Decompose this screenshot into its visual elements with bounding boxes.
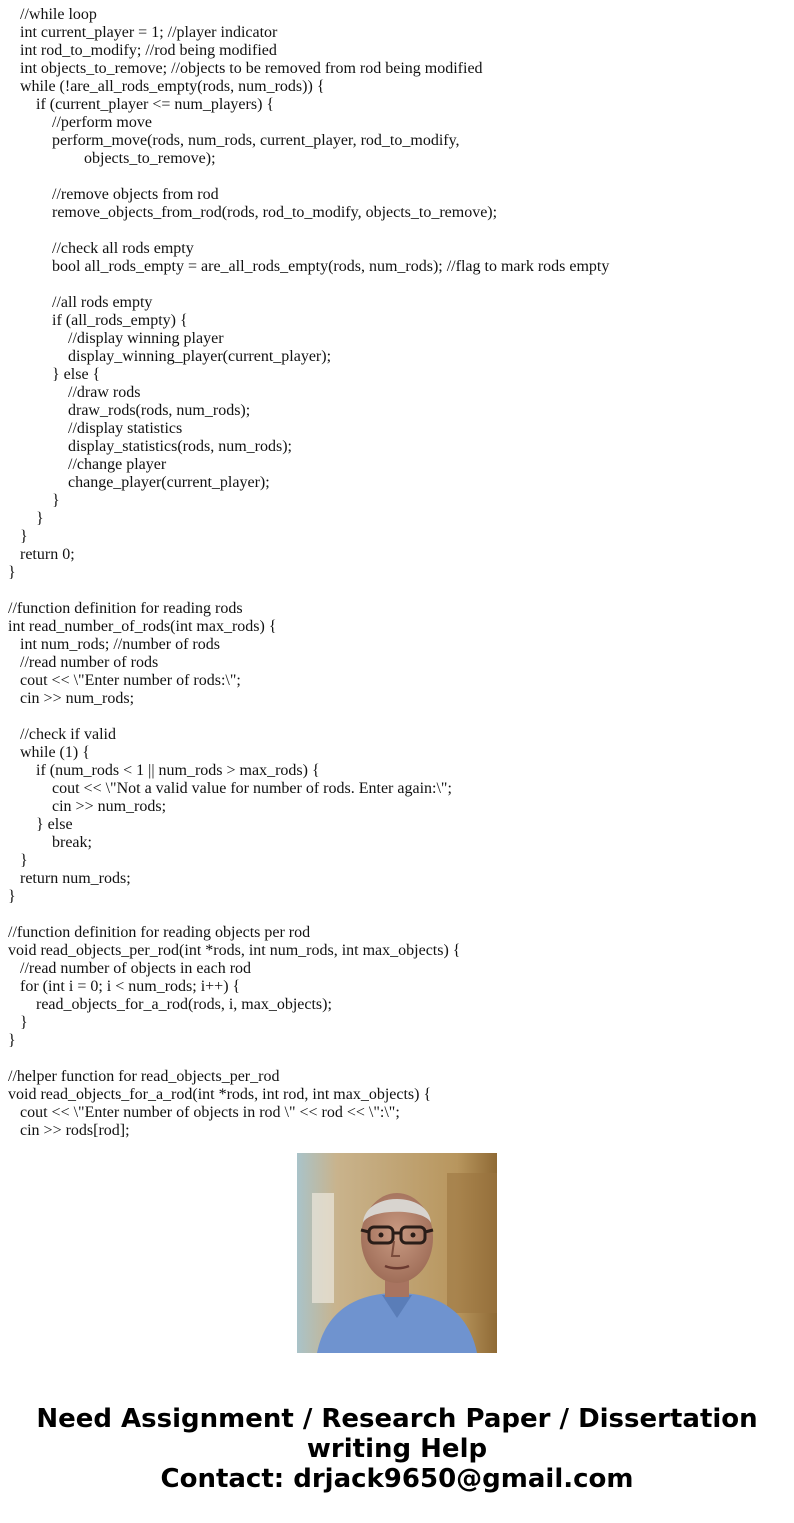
code-listing xyxy=(8,6,788,1139)
code-line: //read number of rods xyxy=(8,654,159,671)
code-line: } xyxy=(8,1014,28,1031)
code-line: //check all rods empty xyxy=(8,240,194,257)
code-line xyxy=(8,222,788,240)
code-line: //helper function for read_objects_per_rod xyxy=(8,1068,280,1085)
code-line xyxy=(8,1050,788,1068)
code-line xyxy=(8,708,788,726)
code-line: int objects_to_remove; //objects to be removed from rod being modified xyxy=(8,60,483,77)
author-portrait-image xyxy=(297,1153,497,1353)
code-line: //remove objects from rod xyxy=(8,186,219,203)
code-line: } xyxy=(8,1032,16,1049)
code-line xyxy=(8,906,788,924)
code-line: //draw rods xyxy=(8,384,141,401)
code-line: cin >> num_rods; xyxy=(8,798,167,815)
code-line: cin >> rods[rod]; xyxy=(8,1122,130,1139)
author-avatar xyxy=(297,1153,497,1353)
code-line: //display winning player xyxy=(8,330,224,347)
code-line: if (current_player <= num_players) { xyxy=(8,96,275,113)
code-line: while (1) { xyxy=(8,744,90,761)
code-line: //check if valid xyxy=(8,726,116,743)
code-line: } xyxy=(8,564,16,581)
code-line: int num_rods; //number of rods xyxy=(8,636,220,653)
code-line: void read_objects_per_rod(int *rods, int num_rods, int max_objects) { xyxy=(8,942,461,959)
code-line: bool all_rods_empty = are_all_rods_empty(rods, num_rods); //flag to mark rods empty xyxy=(8,258,610,275)
code-line xyxy=(8,276,788,294)
code-line: //all rods empty xyxy=(8,294,153,311)
code-line: display_statistics(rods, num_rods); xyxy=(8,438,292,455)
code-line: } xyxy=(8,492,60,509)
code-line: read_objects_for_a_rod(rods, i, max_objects); xyxy=(8,996,332,1013)
banner-line-1: Need Assignment / Research Paper / Dissertation xyxy=(36,1404,758,1434)
code-line: return num_rods; xyxy=(8,870,131,887)
code-line: draw_rods(rods, num_rods); xyxy=(8,402,251,419)
code-line: cout << \"Enter number of rods:\"; xyxy=(8,672,241,689)
code-line: } xyxy=(8,852,28,869)
code-line: for (int i = 0; i < num_rods; i++) { xyxy=(8,978,241,995)
code-line: if (all_rods_empty) { xyxy=(8,312,188,329)
code-line: cout << \"Enter number of objects in rod \" << rod << \":\"; xyxy=(8,1104,400,1121)
code-line: return 0; xyxy=(8,546,75,563)
code-line: change_player(current_player); xyxy=(8,474,270,491)
code-line: int current_player = 1; //player indicator xyxy=(8,24,278,41)
contact-banner xyxy=(0,1404,794,1494)
code-line: int read_number_of_rods(int max_rods) { xyxy=(8,618,277,635)
code-line: } else xyxy=(8,816,73,833)
code-line xyxy=(8,168,788,186)
code-line: objects_to_remove); xyxy=(8,150,216,167)
code-line: } else { xyxy=(8,366,101,383)
code-line: remove_objects_from_rod(rods, rod_to_modify, objects_to_remove); xyxy=(8,204,498,221)
banner-contact-line: Contact: drjack9650@gmail.com xyxy=(160,1464,634,1494)
code-line xyxy=(8,582,788,600)
code-line: perform_move(rods, num_rods, current_player, rod_to_modify, xyxy=(8,132,460,149)
code-line: //function definition for reading rods xyxy=(8,600,243,617)
code-line: //change player xyxy=(8,456,167,473)
code-line: if (num_rods < 1 || num_rods > max_rods) { xyxy=(8,762,320,779)
code-line: void read_objects_for_a_rod(int *rods, int rod, int max_objects) { xyxy=(8,1086,432,1103)
code-line: } xyxy=(8,528,28,545)
code-line: } xyxy=(8,510,44,527)
code-line: } xyxy=(8,888,16,905)
code-line: display_winning_player(current_player); xyxy=(8,348,332,365)
code-line: break; xyxy=(8,834,92,851)
banner-line-2: writing Help xyxy=(306,1434,488,1464)
code-line: cin >> num_rods; xyxy=(8,690,135,707)
code-line: //perform move xyxy=(8,114,152,131)
code-line: int rod_to_modify; //rod being modified xyxy=(8,42,277,59)
code-line: //display statistics xyxy=(8,420,183,437)
code-line: //read number of objects in each rod xyxy=(8,960,252,977)
code-line: //function definition for reading objects per rod xyxy=(8,924,311,941)
code-line: while (!are_all_rods_empty(rods, num_rods)) { xyxy=(8,78,325,95)
code-line: cout << \"Not a valid value for number of rods. Enter again:\"; xyxy=(8,780,452,797)
code-line: //while loop xyxy=(8,6,97,23)
